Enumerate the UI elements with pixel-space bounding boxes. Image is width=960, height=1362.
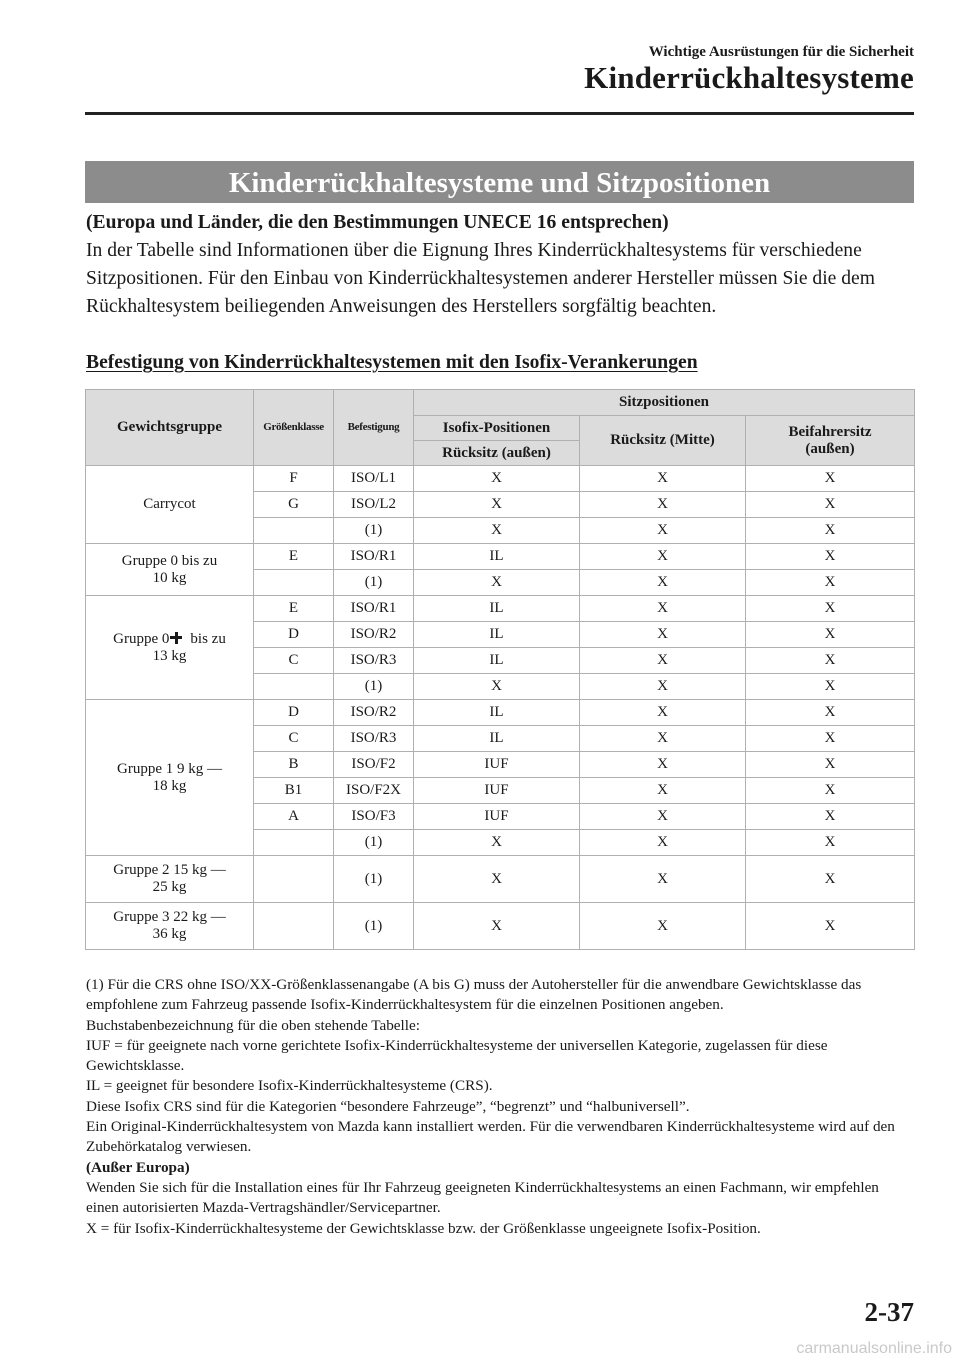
note-7: (Außer Europa): [86, 1158, 190, 1176]
fixture-cell: ISO/L1: [334, 466, 414, 492]
front-passenger-cell: X: [746, 830, 915, 856]
group-1: [86, 700, 254, 856]
group-carrycot: Carrycot: [86, 466, 254, 544]
rear-center-cell: X: [580, 674, 746, 700]
intro-heading: (Europa und Länder, die den Bestimmungen UNECE 16 entsprechen): [86, 212, 669, 233]
header-rear-center: Rücksitz (Mitte): [580, 416, 746, 466]
size-class-cell: D: [254, 700, 334, 726]
front-passenger-cell: X: [746, 492, 915, 518]
size-class-cell: C: [254, 726, 334, 752]
rear-center-cell: X: [580, 752, 746, 778]
front-passenger-cell: X: [746, 544, 915, 570]
size-class-cell: B1: [254, 778, 334, 804]
note-3: IUF = für geeignete nach vorne gerichtete Isofix-Kinderrückhaltesysteme der universellen Kategorie, zugelassen für diese Gewichtsklasse.: [86, 1036, 828, 1075]
rear-outer-cell: X: [414, 903, 580, 950]
note-1: (1) Für die CRS ohne ISO/XX-Größenklassenangabe (A bis G) muss der Autohersteller für die anwendbare Gewichtsklasse das empfohlene zum Fahrzeug passende Isofix-Kinderrückhaltesystem für die einzelnen Positionen angeben.: [86, 976, 862, 1014]
front-passenger-cell: X: [746, 466, 915, 492]
fixture-cell: ISO/R1: [334, 544, 414, 570]
rear-center-cell: X: [580, 726, 746, 752]
rear-center-cell: X: [580, 622, 746, 648]
size-class-cell: [254, 674, 334, 700]
note-6: Ein Original-Kinderrückhaltesystem von Mazda kann installiert werden. Für die verwendbaren Kinderrückhaltesysteme wird auf den Zubehörkatalog verwiesen.: [86, 1118, 895, 1156]
rear-outer-cell: IL: [414, 700, 580, 726]
note-9: X = für Isofix-Kinderrückhaltesysteme der Gewichtsklasse bzw. der Größenklasse ungeeignete Isofix-Position.: [86, 1219, 761, 1237]
fixture-cell: ISO/F2: [334, 752, 414, 778]
rear-outer-cell: X: [414, 518, 580, 544]
table-heading: Befestigung von Kinderrückhaltesystemen mit den Isofix-Verankerungen: [86, 352, 698, 373]
rear-outer-cell: X: [414, 856, 580, 903]
table-row: [86, 903, 915, 950]
header-front-passenger-line2: (außen): [805, 440, 855, 457]
front-passenger-cell: X: [746, 778, 915, 804]
table-row: [86, 466, 915, 492]
rear-outer-cell: IUF: [414, 778, 580, 804]
header-rule: [85, 112, 914, 115]
front-passenger-cell: X: [746, 903, 915, 950]
group-2: [86, 856, 254, 903]
note-2: Buchstabenbezeichnung für die oben stehende Tabelle:: [86, 1016, 420, 1034]
header-front-passenger: [746, 416, 915, 466]
size-class-cell: E: [254, 544, 334, 570]
fixture-cell: ISO/R3: [334, 726, 414, 752]
group-label-line2: 25 kg: [152, 879, 187, 895]
header-size-class: Größenklasse: [254, 390, 334, 466]
group-label-line1: Gruppe 3 22 kg ―: [113, 909, 226, 925]
fixture-cell: (1): [334, 830, 414, 856]
rear-outer-cell: IL: [414, 726, 580, 752]
front-passenger-cell: X: [746, 518, 915, 544]
group-label-line1: Gruppe 0: [113, 630, 170, 647]
size-class-cell: [254, 903, 334, 950]
size-class-cell: E: [254, 596, 334, 622]
rear-outer-cell: IUF: [414, 752, 580, 778]
group-label-line2: 13 kg: [152, 647, 187, 664]
size-class-cell: [254, 856, 334, 903]
header-subtitle: Wichtige Ausrüstungen für die Sicherheit: [648, 44, 914, 60]
size-class-cell: G: [254, 492, 334, 518]
group-label-line2: 18 kg: [152, 777, 187, 794]
rear-outer-cell: IL: [414, 622, 580, 648]
fixture-cell: ISO/F3: [334, 804, 414, 830]
header-rear-outer: Rücksitz (außen): [414, 441, 580, 466]
fixture-cell: (1): [334, 674, 414, 700]
rear-center-cell: X: [580, 778, 746, 804]
group-3: [86, 903, 254, 950]
rear-outer-cell: IL: [414, 544, 580, 570]
rear-center-cell: X: [580, 648, 746, 674]
front-passenger-cell: X: [746, 856, 915, 903]
front-passenger-cell: X: [746, 752, 915, 778]
page-number: 2-37: [864, 1297, 914, 1327]
header-isofix-positions: Isofix-Positionen: [414, 416, 580, 441]
fixture-cell: (1): [334, 518, 414, 544]
watermark: carmanualsonline.info: [796, 1340, 952, 1357]
size-class-cell: A: [254, 804, 334, 830]
rear-center-cell: X: [580, 466, 746, 492]
table-row: [86, 596, 915, 622]
rear-center-cell: X: [580, 492, 746, 518]
header-front-passenger-line1: Beifahrersitz: [788, 423, 872, 440]
rear-center-cell: X: [580, 518, 746, 544]
rear-outer-cell: IUF: [414, 804, 580, 830]
front-passenger-cell: X: [746, 622, 915, 648]
group-label-line1: Gruppe 2 15 kg ―: [113, 862, 226, 878]
front-passenger-cell: X: [746, 596, 915, 622]
fixture-cell: ISO/F2X: [334, 778, 414, 804]
fixture-cell: (1): [334, 903, 414, 950]
fixture-cell: ISO/R3: [334, 648, 414, 674]
note-4: IL = geeignet für besondere Isofix-Kinderrückhaltesysteme (CRS).: [86, 1077, 493, 1095]
size-class-cell: B: [254, 752, 334, 778]
isofix-table: [85, 389, 915, 950]
fixture-cell: ISO/R2: [334, 700, 414, 726]
header-title: Kinderrückhaltesysteme: [584, 60, 914, 95]
rear-center-cell: X: [580, 544, 746, 570]
group-label-suffix: bis zu: [190, 630, 226, 647]
rear-center-cell: X: [580, 700, 746, 726]
fixture-cell: ISO/L2: [334, 492, 414, 518]
size-class-cell: [254, 570, 334, 596]
rear-center-cell: X: [580, 596, 746, 622]
rear-center-cell: X: [580, 830, 746, 856]
group-label-line2: 10 kg: [152, 569, 187, 586]
rear-outer-cell: IL: [414, 596, 580, 622]
group-0: [86, 544, 254, 596]
size-class-cell: D: [254, 622, 334, 648]
size-class-cell: C: [254, 648, 334, 674]
group-label-line1: Gruppe 0 bis zu: [121, 552, 218, 569]
note-8: Wenden Sie sich für die Installation eines für Ihr Fahrzeug geeigneten Kinderrückhaltesystems an einen Fachmann, wir empfehlen einen autorisierten Mazda-Vertragshändler/Servicepartner.: [86, 1178, 879, 1217]
front-passenger-cell: X: [746, 648, 915, 674]
rear-outer-cell: IL: [414, 648, 580, 674]
front-passenger-cell: X: [746, 570, 915, 596]
rear-center-cell: X: [580, 903, 746, 950]
rear-center-cell: X: [580, 804, 746, 830]
front-passenger-cell: X: [746, 700, 915, 726]
fixture-cell: (1): [334, 856, 414, 903]
rear-outer-cell: X: [414, 466, 580, 492]
section-banner: Kinderrückhaltesysteme und Sitzpositionen: [85, 161, 914, 203]
plus-icon: [170, 632, 182, 644]
note-5: Diese Isofix CRS sind für die Kategorien “besondere Fahrzeuge”, “begrenzt” und “halbuniversell”.: [86, 1097, 690, 1115]
rear-outer-cell: X: [414, 570, 580, 596]
table-row: [86, 544, 915, 570]
table-row: [86, 856, 915, 903]
rear-center-cell: X: [580, 570, 746, 596]
rear-outer-cell: X: [414, 674, 580, 700]
group-0-plus: [86, 596, 254, 700]
fixture-cell: (1): [334, 570, 414, 596]
front-passenger-cell: X: [746, 726, 915, 752]
fixture-cell: ISO/R2: [334, 622, 414, 648]
intro: [86, 209, 914, 321]
rear-outer-cell: X: [414, 492, 580, 518]
group-label-line2: 36 kg: [152, 926, 187, 942]
rear-center-cell: X: [580, 856, 746, 903]
header-fixture: Befestigung: [334, 390, 414, 466]
notes: [86, 975, 914, 1239]
rear-outer-cell: X: [414, 830, 580, 856]
size-class-cell: F: [254, 466, 334, 492]
size-class-cell: [254, 830, 334, 856]
header-weight-group: Gewichtsgruppe: [86, 390, 254, 466]
table-row: [86, 700, 915, 726]
front-passenger-cell: X: [746, 674, 915, 700]
group-label-line1: Gruppe 1 9 kg ―: [117, 760, 222, 777]
size-class-cell: [254, 518, 334, 544]
fixture-cell: ISO/R1: [334, 596, 414, 622]
header-seating-positions: Sitzpositionen: [414, 390, 915, 416]
front-passenger-cell: X: [746, 804, 915, 830]
intro-text: In der Tabelle sind Informationen über die Eignung Ihres Kinderrückhaltesystems für verschiedene Sitzpositionen. Für den Einbau von Kinderrückhaltesystemen anderer Hersteller müssen Sie die dem Rückhaltesystem beiliegenden Anweisungen des Herstellers sorgfältig beachten.: [86, 240, 875, 317]
